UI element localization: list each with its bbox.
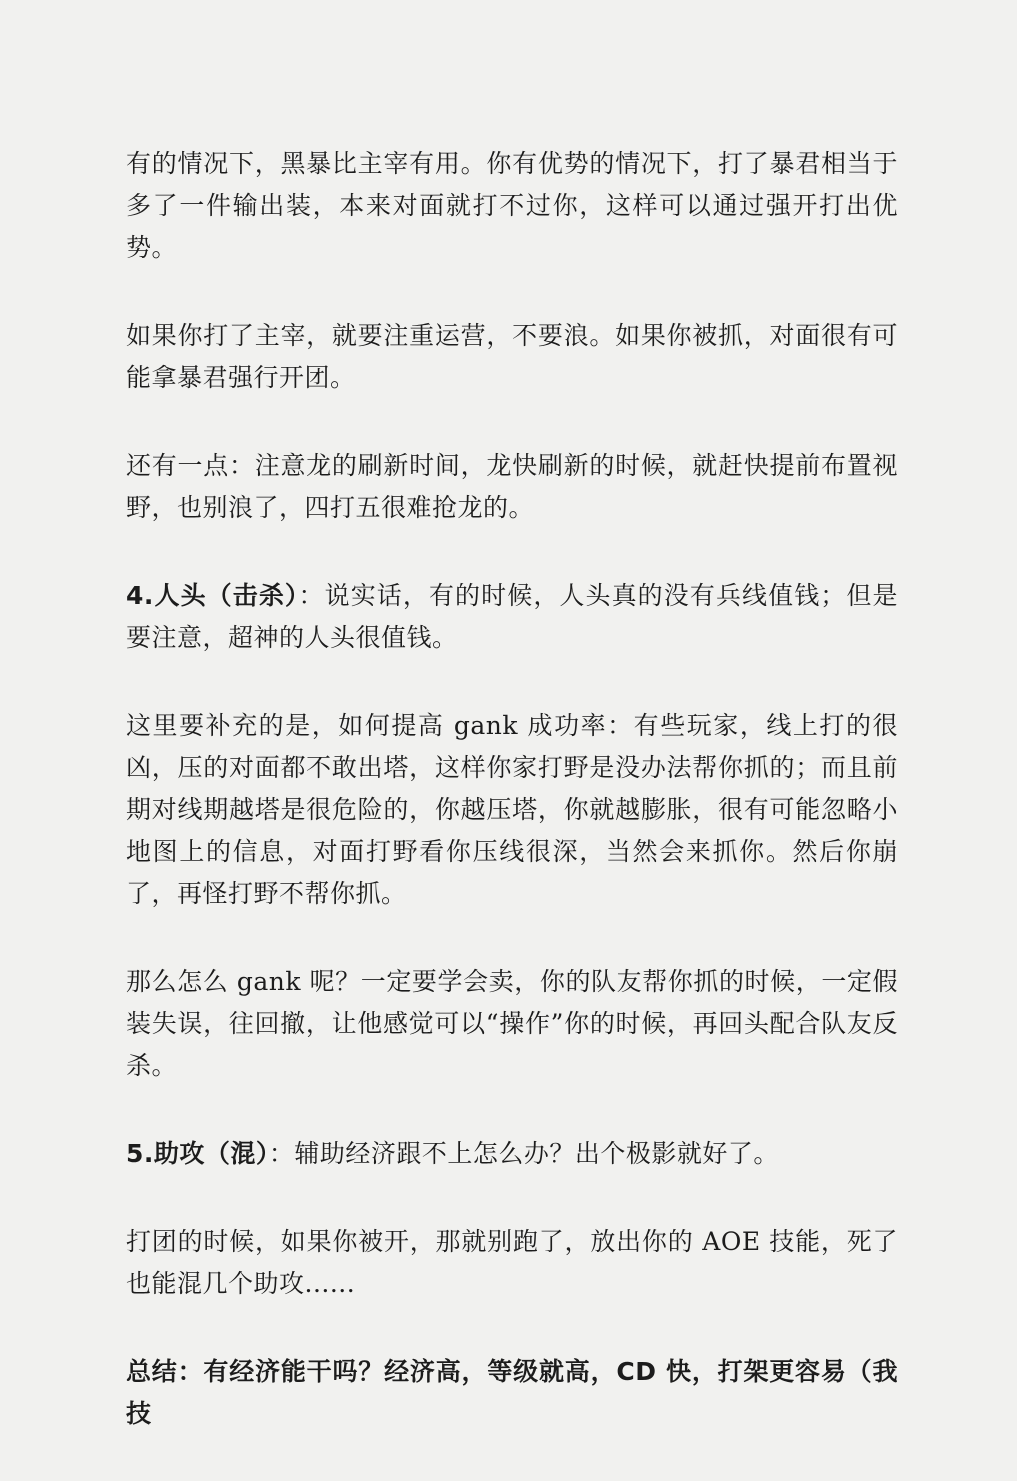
- paragraph-summary: 总结：有经济能干吗？经济高，等级就高，CD 快，打架更容易（我技: [126, 1357, 898, 1428]
- section-heading-kills: 4.人头（击杀）: [126, 581, 299, 610]
- paragraph-overlord-operation: 如果你打了主宰，就要注重运营，不要浪。如果你被抓，对面很有可能拿暴君强行开团。: [126, 321, 898, 392]
- paragraph-kills-body: ：说实话，有的时候，人头真的没有兵线值钱；但是要注意，超神的人头很值钱。: [126, 581, 898, 652]
- paragraph-assists: [126, 1133, 898, 1175]
- paragraph-teamfight: 打团的时候，如果你被开，那就别跑了，放出你的 AOE 技能，死了也能混几个助攻......: [126, 1227, 898, 1298]
- section-heading-assists: 5.助攻（混）: [126, 1139, 269, 1168]
- paragraph-gank-success: 这里要补充的是，如何提高 gank 成功率：有些玩家，线上打的很凶，压的对面都不敢出塔，这样你家打野是没办法帮你抓的；而且前期对线期越塔是很危险的，你越压塔，你就越膨胀，很有可能忽略小地图上的信息，对面打野看你压线很深，当然会来抓你。然后你崩了，再怪打野不帮你抓。: [126, 711, 898, 908]
- paragraph-how-to-gank: 那么怎么 gank 呢？一定要学会卖，你的队友帮你抓的时候，一定假装失误，往回撤，让他感觉可以“操作”你的时候，再回头配合队友反杀。: [126, 967, 898, 1080]
- paragraph-assists-body: ：辅助经济跟不上怎么办？出个极影就好了。: [268, 1139, 779, 1168]
- paragraph-kills: [126, 575, 898, 659]
- paragraph-dragon-timer: 还有一点：注意龙的刷新时间，龙快刷新的时候，就赶快提前布置视野，也别浪了，四打五很难抢龙的。: [126, 451, 898, 522]
- article-body: [126, 143, 898, 1481]
- paragraph-tyrant-advantage: 有的情况下，黑暴比主宰有用。你有优势的情况下，打了暴君相当于多了一件输出装，本来对面就打不过你，这样可以通过强开打出优势。: [126, 149, 898, 262]
